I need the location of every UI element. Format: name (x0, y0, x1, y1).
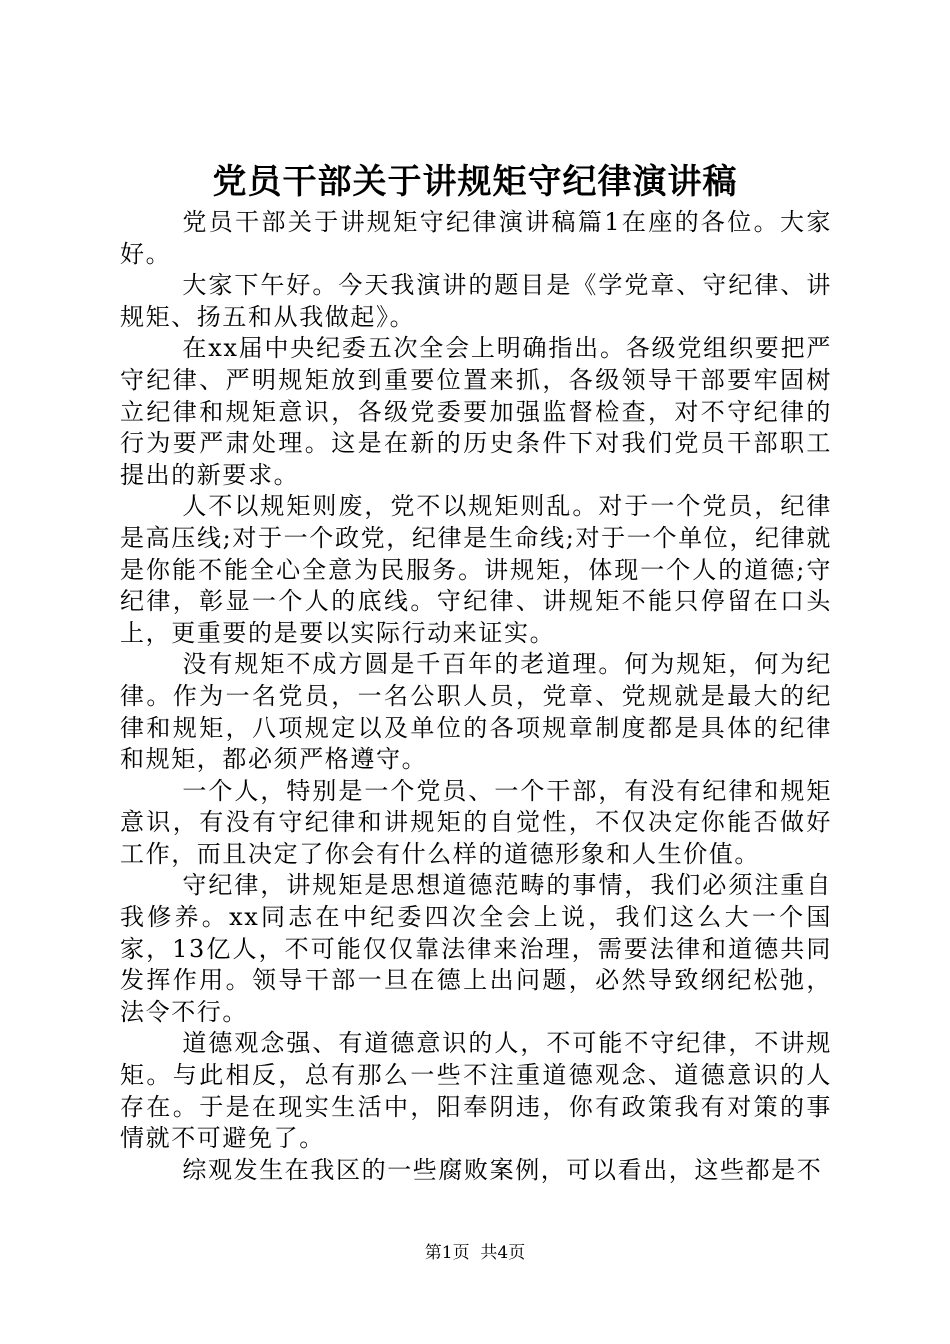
paragraph-2: 大家下午好。今天我演讲的题目是《学党章、守纪律、讲规矩、扬五和从我做起》。 (120, 271, 832, 331)
paragraph-5: 没有规矩不成方圆是千百年的老道理。何为规矩，何为纪律。作为一名党员，一名公职人员，党章、党规就是最大的纪律和规矩，八项规定以及单位的各项规章制度都是具体的纪律和规矩，都必须严格遵守。 (120, 650, 832, 774)
paragraph-7: 守纪律，讲规矩是思想道德范畴的事情，我们必须注重自我修养。xx同志在中纪委四次全会上说，我们这么大一个国家，13亿人，不可能仅仅靠法律来治理，需要法律和道德共同发挥作用。领导干部一旦在德上出问题，必然导致纲纪松弛，法令不行。 (120, 871, 832, 1026)
paragraph-1: 党员干部关于讲规矩守纪律演讲稿篇1在座的各位。大家好。 (120, 208, 832, 268)
paragraph-9: 综观发生在我区的一些腐败案例，可以看出，这些都是不 (182, 1155, 823, 1184)
page-number: 第1页 共4页 (424, 1243, 526, 1263)
paragraph-8: 道德观念强、有道德意识的人，不可能不守纪律，不讲规矩。与此相反，总有那么一些不注重道德观念、道德意识的人存在。于是在现实生活中，阳奉阴违，你有政策我有对策的事情就不可避免了。 (120, 1029, 832, 1153)
document-body (120, 207, 832, 1186)
page-footer (0, 1242, 950, 1264)
paragraph-4: 人不以规矩则废，党不以规矩则乱。对于一个党员，纪律是高压线;对于一个政党，纪律是生命线;对于一个单位，纪律就是你能不能全心全意为民服务。讲规矩，体现一个人的道德;守纪律，彰显一个人的底线。守纪律、讲规矩不能只停留在口头上，更重要的是要以实际行动来证实。 (120, 492, 832, 647)
paragraph-6: 一个人，特别是一个党员、一个干部，有没有纪律和规矩意识，有没有守纪律和讲规矩的自觉性，不仅决定你能否做好工作，而且决定了你会有什么样的道德形象和人生价值。 (120, 776, 832, 868)
document-title: 党员干部关于讲规矩守纪律演讲稿 (212, 162, 738, 202)
paragraph-3: 在xx届中央纪委五次全会上明确指出。各级党组织要把严守纪律、严明规矩放到重要位置来抓，各级领导干部要牢固树立纪律和规矩意识，各级党委要加强监督检查，对不守纪律的行为要严肃处理。这是在新的历史条件下对我们党员干部职工提出的新要求。 (120, 334, 832, 489)
